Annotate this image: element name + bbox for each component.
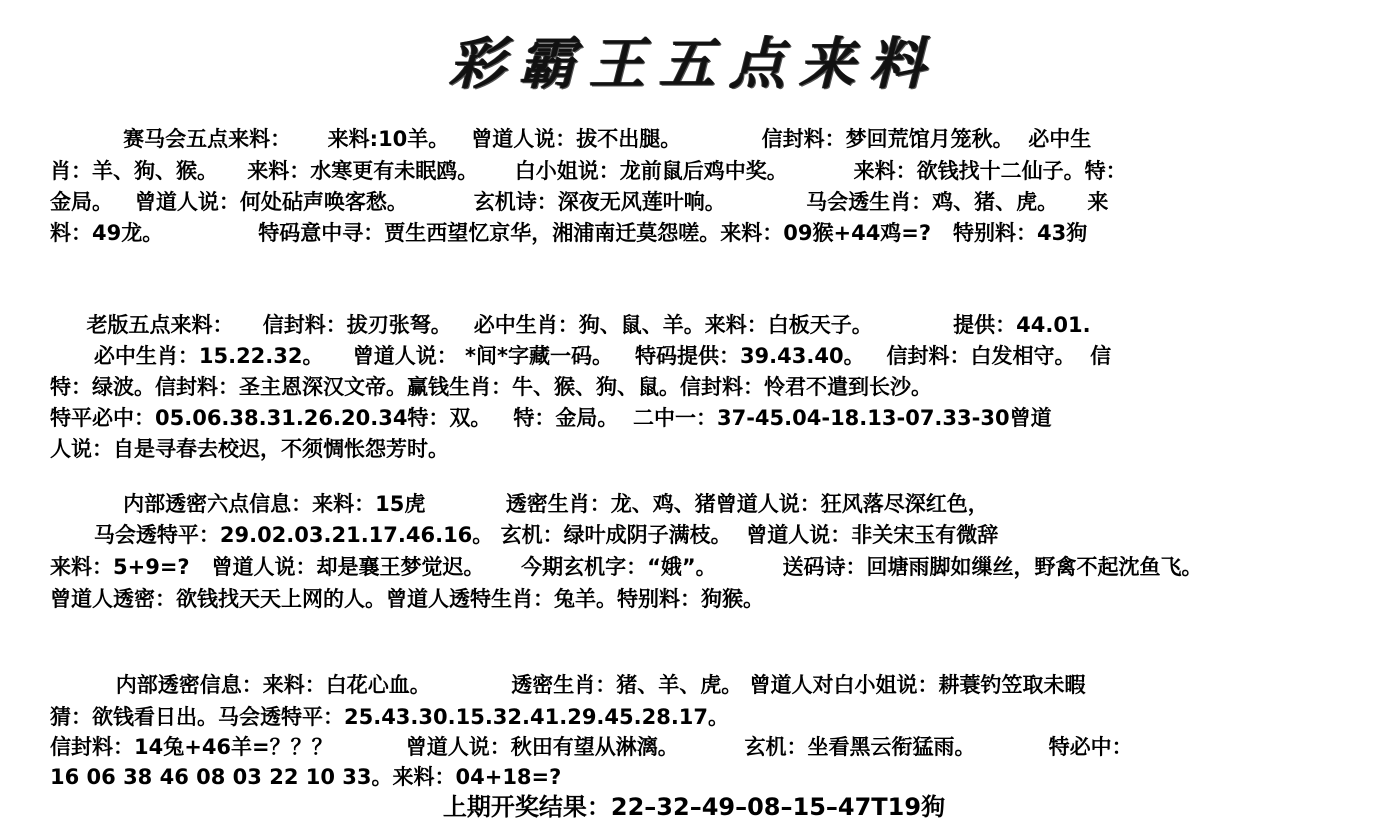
section2-line-5: 人说：自是寻春去校迟，不须惆怅怨芳时。	[50, 437, 449, 461]
section1-line-2: 肖：羊、狗、猴。 来料：水寒更有未眠鸥。 白小姐说：龙前鼠后鸡中奖。 来料：欲钱找十二仙子。特：	[50, 159, 1127, 183]
section4-line-4: 16 06 38 46 08 03 22 10 33。来料：04+18=?	[50, 765, 562, 789]
section1-line-1: 赛马会五点来料： 来料:10羊。 曾道人说：拔不出腿。 信封料：梦回荒馆月笼秋。 必中生	[50, 127, 1092, 151]
page-title: 彩霸王五点来料	[449, 31, 939, 97]
section3-line-4: 曾道人透密：欲钱找天天上网的人。曾道人透特生肖：兔羊。特别料：狗猴。	[50, 587, 764, 611]
section1-line-4: 料：49龙。 特码意中寻：贾生西望忆京华，湘浦南迁莫怨嗟。来料：09猴+44鸡=? 特别料：43狗	[50, 221, 1088, 245]
section2-line-2: 必中生肖：15.22.32。 曾道人说： *间*字藏一码。 特码提供：39.43.40。 信封料：白发相守。 信	[50, 344, 1112, 368]
section1-line-3: 金局。 曾道人说：何处砧声唤客愁。 玄机诗：深夜无风莲叶响。 马会透生肖：鸡、猪、虎。 来	[50, 190, 1109, 214]
section4-line-2: 猜：欲钱看日出。马会透特平：25.43.30.15.32.41.29.45.28.17。	[50, 705, 730, 729]
section2-line-1: 老版五点来料： 信封料：拔刃张弩。 必中生肖：狗、鼠、羊。来料：白板天子。 提供：44.01.	[50, 313, 1091, 337]
section3-line-2: 马会透特平：29.02.03.21.17.46.16。 玄机：绿叶成阴子满枝。 曾道人说：非关宋玉有微辞	[50, 523, 999, 547]
section4-line-1: 内部透密信息：来料：白花心血。 透密生肖：猪、羊、虎。 曾道人对白小姐说：耕蓑钓笠取未暇	[50, 673, 1086, 697]
section2-line-3: 特：绿波。信封料：圣主恩深汉文帝。赢钱生肖：牛、猴、狗、鼠。信封料：怜君不遣到长沙。	[50, 375, 932, 399]
previous-draw-result: 上期开奖结果：22–32–49–08–15–47T19狗	[442, 793, 946, 821]
section3-line-1: 内部透密六点信息：来料：15虎 透密生肖：龙、鸡、猪曾道人说：狂风落尽深红色，	[50, 492, 989, 516]
section2-line-4: 特平必中：05.06.38.31.26.20.34特：双。 特：金局。 二中一：37-45.04-18.13-07.33-30曾道	[50, 406, 1052, 430]
section4-line-3: 信封料：14兔+46羊=？？？ 曾道人说：秋田有望从淋漓。 玄机：坐看黑云衔猛雨。 特必中：	[50, 735, 1133, 759]
section3-line-3: 来料：5+9=? 曾道人说：却是襄王梦觉迟。 今期玄机字：“娥”。 送码诗：回塘雨脚如缫丝，野禽不起沈鱼飞。	[50, 555, 1203, 579]
